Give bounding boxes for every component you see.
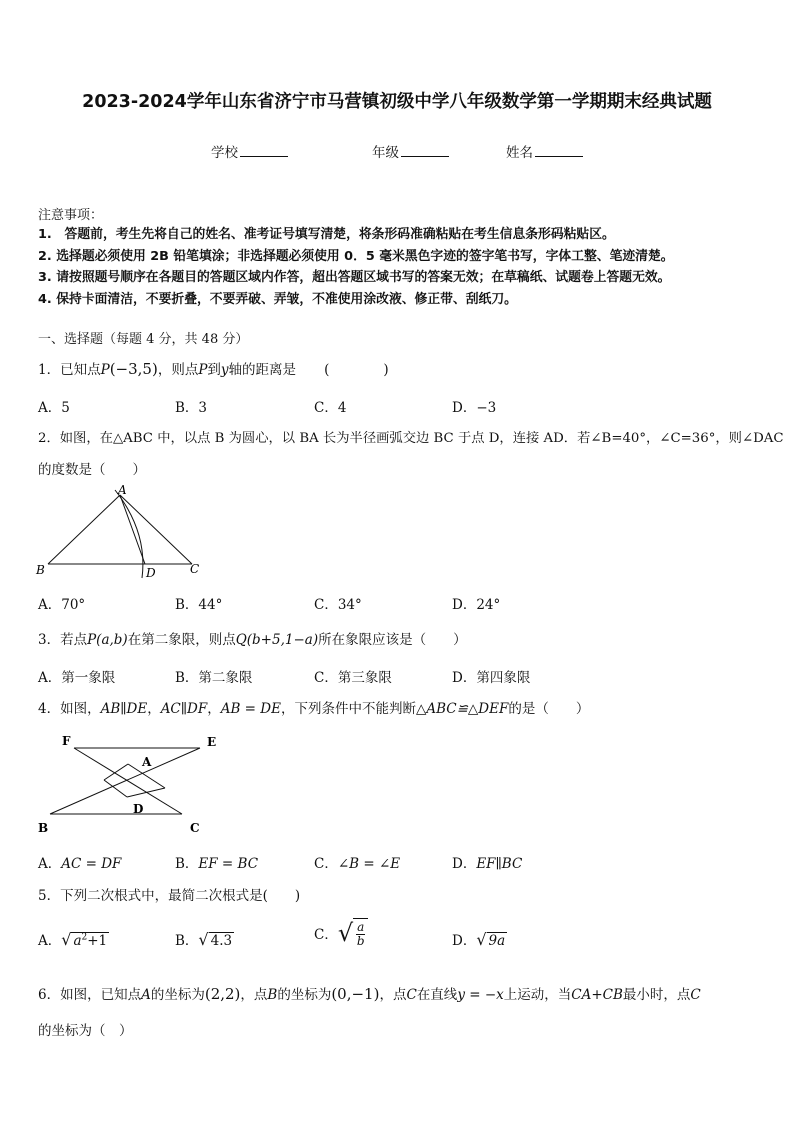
name-field[interactable] xyxy=(506,141,583,161)
label-f: F xyxy=(62,734,71,748)
note-item: 2. 选择题必须使用 2B 铅笔填涂；非选择题必须使用 0．5 毫米黑色字迹的签字笔书写，字体工整、笔迹清楚。 xyxy=(38,249,674,264)
school-label: 学校 xyxy=(211,145,238,161)
question-5: 5．下列二次根式中，最简二次根式是( ) xyxy=(38,888,301,904)
name-blank[interactable] xyxy=(535,144,583,157)
q3-option-a[interactable]: A．第一象限 xyxy=(38,670,116,686)
q2-option-c[interactable]: C．34° xyxy=(314,597,362,613)
label-a: A xyxy=(118,483,127,497)
note-item: 3. 请按照题号顺序在各题目的答题区域内作答，超出答题区域书写的答案无效；在草稿纸、试题卷上答题无效。 xyxy=(38,270,671,285)
question-2: 2．如图，在△ABC 中，以点 B 为圆心，以 BA 长为半径画弧交边 BC 于点 D，连接 AD．若∠B=40°，∠C=36°，则∠DAC xyxy=(38,431,784,446)
segment-be xyxy=(50,748,200,814)
question-6-cont: 的坐标为（ ） xyxy=(38,1023,133,1039)
q5-option-c[interactable]: C．√ $\frac{a}{b}$ xyxy=(314,918,368,948)
section-heading: 一、选择题（每题 4 分，共 48 分） xyxy=(38,332,249,347)
q1-option-d[interactable]: D．−3 xyxy=(452,400,497,416)
notes-heading: 注意事项： xyxy=(38,208,104,223)
q3-option-c[interactable]: C．第三象限 xyxy=(314,670,392,686)
q5-option-a[interactable]: A．√ $a^2+1$ xyxy=(38,930,108,949)
grade-field[interactable] xyxy=(372,141,449,161)
name-label: 姓名 xyxy=(506,145,533,161)
label-b: B xyxy=(36,563,45,577)
q2-option-b[interactable]: B．44° xyxy=(175,597,223,613)
two-triangles-figure xyxy=(30,730,230,838)
label-d: D xyxy=(133,802,144,816)
school-blank[interactable] xyxy=(240,144,288,157)
label-b: B xyxy=(38,821,49,835)
q1-option-c[interactable]: C．4 xyxy=(314,400,347,416)
side-ac xyxy=(120,495,192,564)
side-ba xyxy=(48,495,120,564)
label-c: C xyxy=(190,562,200,576)
label-c: C xyxy=(190,821,200,835)
question-4: 4．如图，AB∥DE，AC∥DF，AB = DE，下列条件中不能判断△ABC≌△DEF的是（ ） xyxy=(38,701,590,717)
note-item: 1. 答题前，考生先将自己的姓名、准考证号填写清楚，将条形码准确粘贴在考生信息条形码粘贴区。 xyxy=(38,227,615,242)
segment-fc xyxy=(74,748,182,814)
segment-a-left xyxy=(104,764,128,780)
q5-option-b[interactable]: B．√ 4.3 xyxy=(175,930,233,949)
page-title: 2023-2024学年山东省济宁市马营镇初级中学八年级数学第一学期期末经典试题 xyxy=(82,92,712,112)
q5-option-d[interactable]: D．√ 9a xyxy=(452,930,506,949)
q2-option-d[interactable]: D．24° xyxy=(452,597,501,613)
q3-option-b[interactable]: B．第二象限 xyxy=(175,670,253,686)
question-6: 6．如图，已知点A的坐标为(2,2)，点B的坐标为(0,−1)，点C在直线y = −x上运动，当CA+CB最小时，点C xyxy=(38,985,701,1003)
q1-option-b[interactable]: B．3 xyxy=(175,400,208,416)
grade-label: 年级 xyxy=(372,145,399,161)
grade-blank[interactable] xyxy=(401,144,449,157)
segment-d-right xyxy=(127,788,165,797)
note-item: 4. 保持卡面清洁，不要折叠，不要弄破、弄皱，不准使用涂改液、修正带、刮纸刀。 xyxy=(38,292,517,307)
q2-option-a[interactable]: A．70° xyxy=(38,597,86,613)
q4-option-d[interactable]: D．EF∥BC xyxy=(452,856,523,872)
label-e: E xyxy=(207,735,217,749)
label-d: D xyxy=(146,566,156,580)
q1-option-a[interactable]: A．5 xyxy=(38,400,70,416)
question-1: 1．已知点P(−3,5)，则点P到y轴的距离是 ( ) xyxy=(38,360,389,378)
q4-option-c[interactable]: C．∠B = ∠E xyxy=(314,856,401,872)
q4-option-a[interactable]: A．AC = DF xyxy=(38,856,122,872)
q4-option-b[interactable]: B．EF = BC xyxy=(175,856,259,872)
question-2-cont: 的度数是（ ） xyxy=(38,462,146,478)
label-a: A xyxy=(142,755,152,769)
question-3: 3．若点P(a,b)在第二象限，则点Q(b+5,1−a)所在象限应该是（ ） xyxy=(38,632,467,648)
triangle-abc-figure xyxy=(30,482,210,582)
school-field[interactable] xyxy=(211,141,288,161)
q3-option-d[interactable]: D．第四象限 xyxy=(452,670,531,686)
segment-ad xyxy=(120,495,145,564)
